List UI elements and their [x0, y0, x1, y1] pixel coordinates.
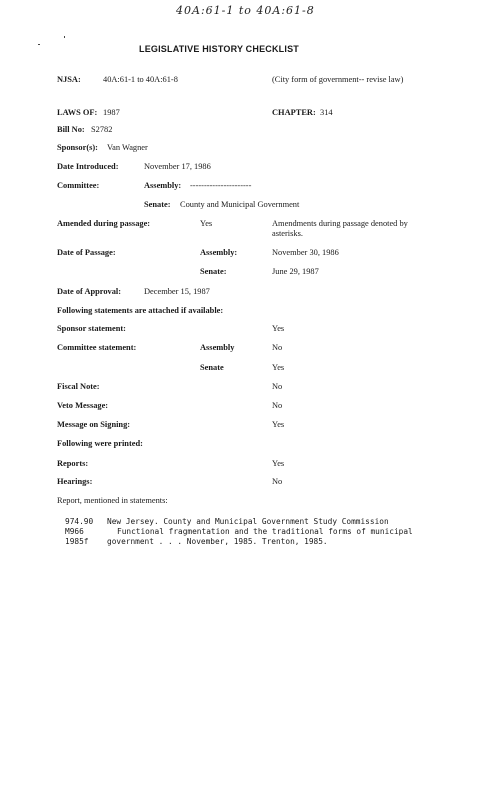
njsa-note: (City form of government-- revise law): [272, 75, 404, 84]
committee-label: Committee:: [57, 181, 100, 190]
hearings-label: Hearings:: [57, 477, 93, 486]
sponsor-statement-value: Yes: [272, 324, 285, 333]
sponsor-statement-label: Sponsor statement:: [57, 324, 126, 333]
amended-value: Yes: [200, 219, 213, 228]
date-of-passage-label: Date of Passage:: [57, 248, 116, 257]
citation-text: [107, 517, 413, 547]
page-title: LEGISLATIVE HISTORY CHECKLIST: [139, 44, 299, 54]
bill-no-value: S2782: [91, 125, 113, 134]
date-introduced-label: Date Introduced:: [57, 162, 119, 171]
chapter-label: CHAPTER:: [272, 108, 316, 117]
laws-of-value: 1987: [103, 108, 120, 117]
message-on-signing-label: Message on Signing:: [57, 420, 131, 429]
passage-assembly-label: Assembly:: [200, 248, 238, 257]
citation-line: government . . . November, 1985. Trenton, 1985.: [107, 537, 328, 546]
passage-senate-label: Senate:: [200, 267, 227, 276]
call-number: 1985f: [65, 537, 89, 546]
sponsors-value: Van Wagner: [107, 143, 148, 152]
amended-note: Amendments during passage denoted by asterisks.: [272, 219, 408, 238]
committee-statement-assembly-value: No: [272, 343, 283, 352]
scan-speck: [38, 44, 40, 45]
date-introduced-value: November 17, 1986: [144, 162, 211, 171]
following-printed-heading: Following were printed:: [57, 439, 143, 448]
chapter-value: 314: [320, 108, 333, 117]
citation-line: New Jersey. County and Municipal Government Study Commission: [107, 517, 389, 526]
committee-assembly-value: ----------------------: [190, 181, 252, 190]
call-number: 974.90: [65, 517, 94, 526]
following-attached-heading: Following statements are attached if available:: [57, 306, 224, 315]
call-number: M966: [65, 527, 84, 536]
hearings-value: No: [272, 477, 283, 486]
date-of-approval-value: December 15, 1987: [144, 287, 210, 296]
passage-assembly-value: November 30, 1986: [272, 248, 339, 257]
reports-value: Yes: [272, 459, 285, 468]
committee-statement-label: Committee statement:: [57, 343, 137, 352]
message-on-signing-value: Yes: [272, 420, 285, 429]
handwritten-note: 40A:61-1 to 40A:61-8: [176, 4, 315, 17]
fiscal-note-value: No: [272, 382, 283, 391]
bill-no-label: Bill No:: [57, 125, 85, 134]
committee-senate-value: County and Municipal Government: [180, 200, 300, 209]
amended-label: Amended during passage:: [57, 219, 151, 228]
committee-senate-label: Senate:: [144, 200, 171, 209]
date-of-approval-label: Date of Approval:: [57, 287, 122, 296]
laws-of-label: LAWS OF:: [57, 108, 98, 117]
njsa-value: 40A:61-1 to 40A:61-8: [103, 75, 178, 84]
reports-label: Reports:: [57, 459, 89, 468]
committee-statement-assembly-label: Assembly: [200, 343, 235, 352]
veto-message-value: No: [272, 401, 283, 410]
committee-assembly-label: Assembly:: [144, 181, 182, 190]
committee-statement-senate-label: Senate: [200, 363, 224, 372]
sponsors-label: Sponsor(s):: [57, 143, 98, 152]
report-mentioned-heading: Report, mentioned in statements:: [57, 496, 168, 505]
citation-call-numbers: [65, 517, 93, 547]
veto-message-label: Veto Message:: [57, 401, 109, 410]
citation-line: Functional fragmentation and the traditional forms of municipal: [117, 527, 413, 536]
committee-statement-senate-value: Yes: [272, 363, 285, 372]
njsa-label: NJSA:: [57, 75, 81, 84]
fiscal-note-label: Fiscal Note:: [57, 382, 100, 391]
scan-speck: [64, 36, 65, 38]
passage-senate-value: June 29, 1987: [272, 267, 319, 276]
